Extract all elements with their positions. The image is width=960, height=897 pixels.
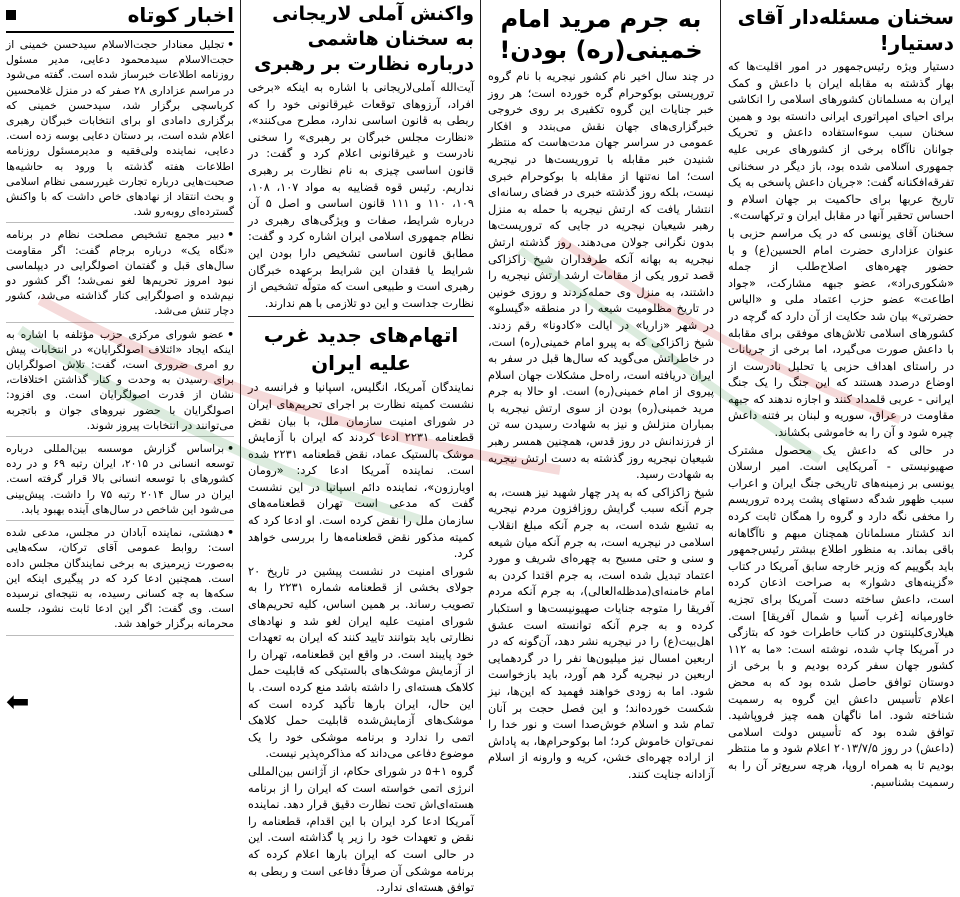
news-item: •تجلیل معنادار حجت‌الاسلام سیدحسن خمینی از حجت‌الاسلام سیدمحمود دعایی، مدیر مسئول روزنامه اطلاعات خبرساز شده است. گفته می‌شود در مراسم عزاداری ۲۸ صفر که در منزل غلامحسین کرباسچی برگزار شد، سیدحسن خمینی که برگزاری دامادی او برای انتخابات خبرگان رهبری اعلام شده است، بر دستان دعایی بوسه زده است. دعایی، نماینده ولی‌فقیه و مدیرمسئول روزنامه اطلاعات هفته گذشته با ورود به حاشیه‌ها صحبت‌هایی درباره تجارت غیررسمی نظام اسلامی و بحث انتقاد از نهادهای خاص داشت که با واکنش گسترده‌ای روبه‌رو شد.	[6, 37, 234, 223]
bullet-icon: •	[227, 442, 234, 456]
square-bullet-icon	[6, 10, 16, 20]
bullet-icon: •	[227, 38, 234, 51]
arrow-left-icon[interactable]: ⬅	[6, 685, 30, 718]
column-right	[722, 0, 960, 789]
news-item: •دهشتی، نماینده آبادان در مجلس، مدعی شده است: روابط عمومی آقای ترکان، سکه‌هایی به‌صورت زیرمیزی به برخی نمایندگان مجلس داده است. همچنین ادعا کرد که در پیگیری اینکه این سکه‌ها به چه کسانی رسیده، به نتیجه‌ای نرسیده است. وی گفت: اگر این ادعا ثابت نشود، جلسه محرمانه برگزار خواهد شد.	[6, 525, 234, 635]
article-body	[248, 80, 474, 312]
article-body	[488, 69, 714, 784]
column-center-left	[242, 0, 480, 895]
bullet-icon: •	[227, 327, 234, 341]
paragraph: آیت‌الله آملی‌لاریجانی با اشاره به اینکه «برخی افراد، آرزوهای توقعات غیرقانونی خود را که ربطی به قانون اساسی ندارد، مطرح می‌کنند»، «نظارت مجلس خبرگان بر رهبری» را سخنی نادرست و غیرقانونی اعلام کرد و گفت: در قانون اساسی چیزی به نام نظارت بر رهبری نداریم. رئیس قوه قضاییه به مواد ۱۰۷، ۱۰۸، ۱۰۹، ۱۱۰ و ۱۱۱ قانون اساسی و اصل ۵ آن درباره شرایط، صفات و ویژگی‌های رهبری در نظام جمهوری اسلامی ایران اشاره کرد و گفت: مطابق قانون اساسی تشخیص دارا بودن این شرایط یا فقدان این شرایط برعهده خبرگان رهبری است و طبیعی است که متولّه تشخیص از نظارت جداست و این دو تلازمی با هم ندارند.	[248, 81, 474, 310]
article-title: سخنان مسئله‌دار آقای دستیار!	[737, 5, 954, 55]
paragraph: در چند سال اخیر نام کشور نیجریه با نام گروه تروریستی بوکوحرام گره خورده است؛ هر روز خبر جنایات این گروه تکفیری بر روی خروجی خبرگزاری‌های جهان نقش می‌بندد و افکار عمومی در سراسر جهان مدت‌هاست که منتظر شنیدن خبر مقابله با تروریست‌ها در نیجریه است؛ اما نه‌تنها از مقابله با بوکوحرام خبری نیست، بلکه روز گذشته خبری در فضای رسانه‌ای انتشار یافت که ارتش نیجریه با حمله به منزل رهبر شیعیان نیجریه در جایی که تروریست‌ها بدون نگرانی جولان می‌دهند. روز گذشته ارتش نیجریه به بهانه آنکه طرفداران شیخ زاکزاکی قصد ترور یکی از مقامات ارشد ارتش نیجریه را داشتند، به منزل وی حمله‌کردند و روزی خونین در تاریخ مظلومیت شیعه را در منطقه «گیسلو» در شهر «زاریا» در ایالت «کادونا» رقم زدند. شیخ زاکزاکی که به پیرو امام خمینی(ره) است، در خاطراتش می‌گوید که سال‌ها قبل در سفر به ایران دریافته است، راه‌حل مشکلات جهان اسلام پیروی از امام خمینی(ره) است. او حالا به جرم مرید خمینی(ره) بودن از سوی ارتش نیجریه با بمباران منزلش و نیز به شهادت رسیدن سه تن از فرزندانش در روز قدس، همچنین همسر رهبر شیعیان نیجریه روز گذشته به دست ارتش نیجریه به شهادت رسید.	[488, 70, 714, 482]
column-left	[0, 0, 240, 720]
paragraph: گروه ۱+۵ در شورای حکام، از آژانس بین‌المللی انرژی اتمی خواسته است که ایران را از برنامه هسته‌ای‌اش تحت نظارت دقیق قرار دهد. نماینده آمریکا ادعا کرد ایران با این اقدام، قطعنامه را نقض و تعهدات خود را زیر پا گذاشته است. این در حالی است که ایران بارها اعلام کرده که برنامه موشکی آن صرفاً دفاعی است و ربطی به توافق هسته‌ای ندارد.	[248, 764, 475, 895]
column-divider	[240, 0, 241, 720]
paragraph: نمایندگان آمریکا، انگلیس، اسپانیا و فرانسه در نشست کمیته نظارت بر اجرای تحریم‌های ایران در شورای امنیت سازمان ملل، با بیان نقض قطعنامه ۲۲۳۱ ادعا کردند که ایران با آزمایش موشک بالستیک عماد، نقض قطعنامه ۲۲۳۱ شده است. نماینده آمریکا ادعا کرد: «رومان اویارزون»، نماینده دائم اسپانیا در این نشست گفت که مدعی است تهران قطعنامه‌های سازمان ملل را نقض کرده است. او ادعا کرد که کمیته مذکور نقض قطعنامه‌ها را بررسی خواهد کرد.	[248, 381, 474, 561]
paragraph: شورای امنیت در نشست پیشین در تاریخ ۲۰ جولای بخشی از قطعنامه شماره ۲۲۳۱ را به تصویب رساند. بر همین اساس، کلیه تحریم‌های شورای امنیت علیه ایران لغو شد و نهادهای نظارتی باید بتوانند تایید کنند که ایران به تعهدات خود پایبند است. در واقع این قطعنامه، تهران را از آزمایش موشک‌های بالستیکی که قابلیت حمل کلاهک هسته‌ای را داشته باشد منع کرده است. با این حال، ایران بارها تأکید کرده است که موشک‌های آزمایش‌شده قابلیت حمل کلاهک اتمی را ندارد و برنامه موشکی خود را یک موضوع دفاعی می‌داند که مذاکره‌پذیر نیست.	[248, 564, 474, 761]
news-item: •عضو شورای مرکزی حزب مؤتلفه با اشاره به اینکه ایجاد «ائتلاف اصولگرایان» در انتخابات پیش رو امری ضروری است، گفت: تلاش اصولگرایان برای رسیدن به وحدت و کنار گذاشتن اختلافات، نشان از قدرت اصولگرایان است. وی افزود: اصولگرایان با حضور نیروهای جوان و باتجربه می‌توانند در انتخابات پیروز شوند.	[6, 327, 234, 437]
news-item: •براساس گزارش موسسه بین‌المللی درباره توسعه انسانی در ۲۰۱۵، ایران رتبه ۶۹ و در رده کشورهای با توسعه انسانی بالا قرار گرفته است. ایران در سال ۲۰۱۴ رتبه ۷۵ را داشت. پیش‌بینی می‌شود این شاخص در سال‌های آینده بهبود یابد.	[6, 441, 234, 521]
news-item: •دبیر مجمع تشخیص مصلحت نظام در برنامه «نگاه یک» درباره برجام گفت: اگر مقاومت سال‌های قبل و گفتمان اصولگرایی در دیپلماسی نبود امروز تحریم‌ها لغو نمی‌شد؛ اگر کشور دو نیم‌شده و اصولگرایی کنار گذاشته می‌شد، کشور دچار تنش می‌شد.	[6, 227, 234, 322]
short-news-title: اخبار کوتاه	[127, 3, 234, 27]
section-title: اتهام‌های جدید غرب علیه ایران	[248, 316, 474, 377]
section-body	[248, 380, 474, 896]
bullet-icon: •	[227, 228, 234, 242]
bullet-icon: •	[227, 526, 234, 540]
short-news-header	[6, 2, 234, 33]
paragraph: شیخ زاکزاکی که به پدر چهار شهید نیز هست، به جرم آنکه سبب گرایش روزافزون مردم نیجریه به تشیع شده است، به جرم آنکه مبلغ انقلاب اسلامی در نیجریه است، به جرم آنکه میان شیعه و سنی و حتی مسیح به چهره‌ای شریف و مورد اعتماد تبدیل شده است، به جرم اقتدا کردن به امام خامنه‌ای(مدظله‌العالی)، به جرم آنکه مردم آفریقا را متوجه جنایات صهیونیست‌ها و استکبار کرده و به جرم آنکه توانسته است عشق اهل‌بیت(ع) را در نیجریه نشر دهد، آن‌گونه که در اربعین امسال نیز میلیون‌ها نفر را در گردهمایی اربعین در نیجریه گرد هم آورد، باید بازخواست شود. اما به زودی خواهند فهمید که این‌ها، نیز شکست خورده‌اند؛ و این فصل حجت بر آنان تمام شد و اسلام خوش‌صدا است و نور خدا را نمی‌توان خاموش کرد؛ اما بوکوحرام‌ها، به پاداش از اراده‌ چهره‌ای خشن، کریه و وارونه از اسلام آزادانه جنایت کنند.	[488, 485, 714, 781]
paragraph: سخنان آقای یونسی که در یک مراسم حزبی با عنوان عزاداری حضرت امام الحسین(ع) و با حضور چهره‌های اصلاح‌طلب از جمله «شکوری‌راد»، عضو جبهه مشارکت، «جواد اطاعت» عضو حزب اعتماد ملی و «الیاس حضرتی» بیان شد حکایت از آن دارد که گرچه در کشورهای اسلامی تلاش‌های موفقی برای مقابله با داعش صورت می‌گیرد، اما برخی از جریانات در راستای اهداف حزبی یا تحلیل نادرست از اوضاع درصدد هستند که این جنگ را یک جنگ ایرانی - عربی قلمداد کنند و اجازه ندهند که جبهه مقاومت در عراق، سوریه و لبنان بر فتنه داعش چیره شود و آن را به خاموشی بکشاند.	[728, 226, 954, 440]
column-center-right	[482, 0, 720, 781]
paragraph: دستیار ویژه رئیس‌جمهور در امور اقلیت‌ها که بهار گذشته به مقابله ایران با داعش و کمک ایران به مسلمانان کشورهای اسلامی را انکاشی برای احیای امپراتوری ایرانی دانسته بود و همین سخنان سبب سوءاستفاده داعش و تحریک جوانان ناآگاه برخی از کشورهای عربی علیه جمهوری اسلامی شده بود، باز دیگر در سخنانی تفرقه‌افکنانه گفت: «جریان داعش پاسخی به یک تاریخ عربها برای حاکمیت بر جهان اسلام و احساس تحقیر آنها در مقابل ایران و ترکهاست».	[728, 60, 954, 223]
paragraph: در حالی که داعش یک محصول مشترک صهیونیستی - آمریکایی است. امیر ارسلان یونسی بر زمینه‌های تاریخی جنگ ایران و اعراب سبب ظهور شدگه دستهای پشت پرده تروریسم را مخفی نگه دارد و گروه را همگان ثابت کرده اند کشتار مسلمانان همچنان مبهم و ناآگاهانه باقی بماند. به منظور اطلاع بیشتر رئیس‌جمهور باید بگوییم که وزیر خارجه سابق آمریکا در کتاب «گزینه‌های دشوار» به صراحت اذعان کرده است، داعش ساخته دست آمریکا برای تجزیه خاورمیانه [غرب آسیا و شمال آفریقا] است. هیلاری‌کلینتون در کتاب خاطرات خود که بتازگی در آمریکا چاپ شده، نوشته است: «ما به ۱۱۲ کشور جهان سفر کرده بودیم و با برخی از دوستان توافق حاصل شده بود که به محض اعلام تأسیس داعش این گروه به رسمیت شناخته شود. اما ناگهان همه چیز فروپاشید. توافق شده بود که تأسیس دولت اسلامی (داعش) در روز ۲۰۱۳/۷/۵ اعلام شود و ما منتظر بودیم تا به همراه اروپا، هرچه سریع‌تر آن را به رسمیت بشناسیم.	[728, 443, 954, 789]
column-divider	[720, 0, 721, 720]
article-title: به جرم مرید امام خمینی(ره) بودن!	[499, 5, 703, 64]
article-title: واکنش آملی لاریجانی به سخنان هاشمی درباره نظارت بر رهبری	[254, 3, 474, 75]
article-body	[728, 59, 954, 791]
column-divider	[480, 0, 481, 720]
